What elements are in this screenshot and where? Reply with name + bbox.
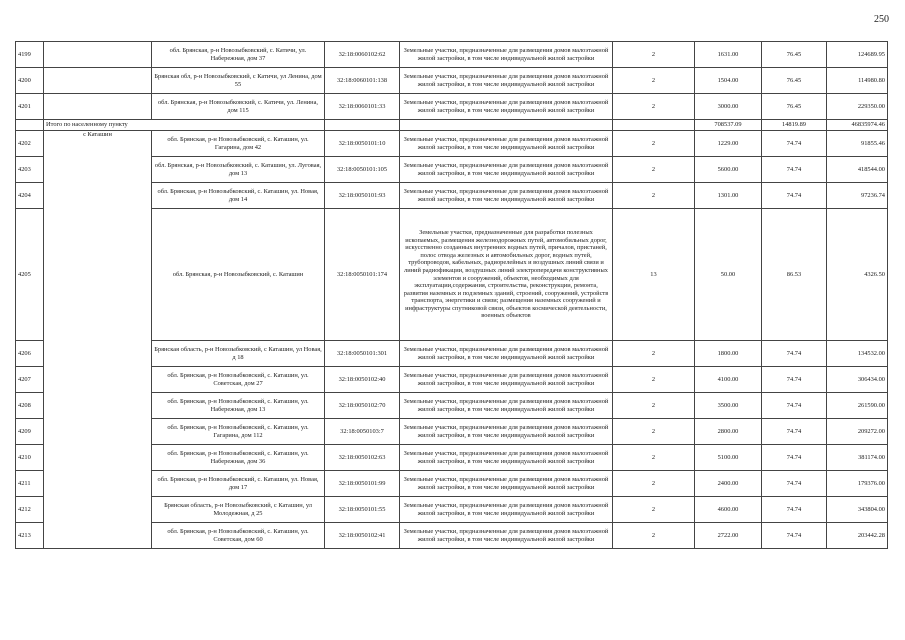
rate-cell: 74.74 bbox=[762, 367, 827, 393]
area-cell: 5600.00 bbox=[695, 157, 762, 183]
value-cell: 91855.46 bbox=[827, 131, 888, 157]
value-cell: 179376.00 bbox=[827, 471, 888, 497]
land-category-cell: Земельные участки, предназначенные для размещения домов малоэтажной жилой застройки, в том числе индивидуальной жилой застройки bbox=[400, 68, 613, 94]
land-category-cell: Земельные участки, предназначенные для размещения домов малоэтажной жилой застройки, в том числе индивидуальной жилой застройки bbox=[400, 497, 613, 523]
table-row bbox=[16, 94, 888, 120]
group-cell: 2 bbox=[613, 445, 695, 471]
address-cell: обл. Брянская, р-н Новозыбковский, с. Катичи, ул. Ленина, дом 115 bbox=[152, 94, 325, 120]
row-number: 4201 bbox=[16, 94, 44, 120]
rate-cell: 76.45 bbox=[762, 42, 827, 68]
group-cell: 2 bbox=[613, 94, 695, 120]
cadastral-number-cell: 32:18:0050101:99 bbox=[325, 471, 400, 497]
rate-cell: 76.45 bbox=[762, 68, 827, 94]
cadastral-number-cell: 32:18:0050103:7 bbox=[325, 419, 400, 445]
rate-cell: 74.74 bbox=[762, 183, 827, 209]
area-cell: 1301.00 bbox=[695, 183, 762, 209]
cadastral-number-cell: 32:18:0050101:93 bbox=[325, 183, 400, 209]
row-number: 4204 bbox=[16, 183, 44, 209]
address-cell: Брянская область, р-н Новозыбковский, с Каташин, ул Новая, д 18 bbox=[152, 341, 325, 367]
value-cell: 261590.00 bbox=[827, 393, 888, 419]
locality-cell bbox=[44, 42, 152, 68]
value-cell: 209272.00 bbox=[827, 419, 888, 445]
row-number: 4203 bbox=[16, 157, 44, 183]
value-cell: 114980.80 bbox=[827, 68, 888, 94]
group-cell: 2 bbox=[613, 523, 695, 549]
area-cell: 4100.00 bbox=[695, 367, 762, 393]
total-rate: 14819.89 bbox=[762, 120, 827, 131]
row-number: 4212 bbox=[16, 497, 44, 523]
value-cell: 306434.00 bbox=[827, 367, 888, 393]
land-category-cell: Земельные участки, предназначенные для размещения домов малоэтажной жилой застройки, в том числе индивидуальной жилой застройки bbox=[400, 523, 613, 549]
rate-cell: 74.74 bbox=[762, 393, 827, 419]
cadastral-number-cell: 32:18:0050101:10 bbox=[325, 131, 400, 157]
address-cell: обл. Брянская, р-н Новозыбковский, с. Каташин, ул. Луговая, дом 13 bbox=[152, 157, 325, 183]
land-category-cell: Земельные участки, предназначенные для размещения домов малоэтажной жилой застройки, в том числе индивидуальной жилой застройки bbox=[400, 471, 613, 497]
total-value: 46835974.46 bbox=[827, 120, 888, 131]
group-cell: 13 bbox=[613, 209, 695, 341]
rate-cell: 74.74 bbox=[762, 419, 827, 445]
row-number: 4209 bbox=[16, 419, 44, 445]
cadastral-number-cell: 32:18:0060102:62 bbox=[325, 42, 400, 68]
group-cell: 2 bbox=[613, 471, 695, 497]
area-cell: 5100.00 bbox=[695, 445, 762, 471]
group-cell: 2 bbox=[613, 131, 695, 157]
row-number: 4207 bbox=[16, 367, 44, 393]
address-cell: обл. Брянская, р-н Новозыбковский, с. Катичи, ул. Набережная, дом 37 bbox=[152, 42, 325, 68]
land-category-cell: Земельные участки, предназначенные для размещения домов малоэтажной жилой застройки, в том числе индивидуальной жилой застройки bbox=[400, 393, 613, 419]
row-number: 4211 bbox=[16, 471, 44, 497]
area-cell: 1631.00 bbox=[695, 42, 762, 68]
area-cell: 4600.00 bbox=[695, 497, 762, 523]
page-number: 250 bbox=[874, 14, 889, 25]
rate-cell: 74.74 bbox=[762, 497, 827, 523]
value-cell: 229350.00 bbox=[827, 94, 888, 120]
rate-cell: 74.74 bbox=[762, 131, 827, 157]
land-category-cell: Земельные участки, предназначенные для размещения домов малоэтажной жилой застройки, в том числе индивидуальной жилой застройки bbox=[400, 367, 613, 393]
row-number: 4206 bbox=[16, 341, 44, 367]
rate-cell: 74.74 bbox=[762, 445, 827, 471]
value-cell: 381174.00 bbox=[827, 445, 888, 471]
cadastral-number-cell: 32:18:0060101:33 bbox=[325, 94, 400, 120]
area-cell: 1229.00 bbox=[695, 131, 762, 157]
value-cell: 124689.95 bbox=[827, 42, 888, 68]
value-cell: 134532.00 bbox=[827, 341, 888, 367]
rate-cell: 74.74 bbox=[762, 341, 827, 367]
rate-cell: 76.45 bbox=[762, 94, 827, 120]
area-cell: 1504.00 bbox=[695, 68, 762, 94]
group-cell: 2 bbox=[613, 341, 695, 367]
address-cell: обл. Брянская, р-н Новозыбковский, с. Каташин, ул. Гагарина, дом 112 bbox=[152, 419, 325, 445]
group-cell: 2 bbox=[613, 367, 695, 393]
row-number: 4202 bbox=[16, 131, 44, 157]
locality-cell bbox=[44, 94, 152, 120]
area-cell: 2722.00 bbox=[695, 523, 762, 549]
cadastral-number-cell: 32:18:0050101:105 bbox=[325, 157, 400, 183]
address-cell: Брянская обл, р-н Новозыбковский, с Катичи, ул Ленина, дом 55 bbox=[152, 68, 325, 94]
value-cell: 97236.74 bbox=[827, 183, 888, 209]
table-row bbox=[16, 131, 888, 157]
value-cell: 418544.00 bbox=[827, 157, 888, 183]
cadastral-number-cell: 32:18:0050101:301 bbox=[325, 341, 400, 367]
group-cell: 2 bbox=[613, 157, 695, 183]
group-cell: 2 bbox=[613, 393, 695, 419]
row-number: 4213 bbox=[16, 523, 44, 549]
cadastral-number-cell: 32:18:0050101:55 bbox=[325, 497, 400, 523]
value-cell: 343804.00 bbox=[827, 497, 888, 523]
row-number: 4208 bbox=[16, 393, 44, 419]
row-number: 4199 bbox=[16, 42, 44, 68]
value-cell: 4326.50 bbox=[827, 209, 888, 341]
land-category-cell: Земельные участки, предназначенные для размещения домов малоэтажной жилой застройки, в том числе индивидуальной жилой застройки bbox=[400, 183, 613, 209]
cadastral-number-cell: 32:18:0060101:138 bbox=[325, 68, 400, 94]
locality-name: с Каташин bbox=[44, 131, 152, 549]
address-cell: обл. Брянская, р-н Новозыбковский, с. Каташин, ул. Новая, дом 14 bbox=[152, 183, 325, 209]
address-cell: обл. Брянская, р-н Новозыбковский, с. Каташин, ул. Новая, дом 17 bbox=[152, 471, 325, 497]
group-cell: 2 bbox=[613, 68, 695, 94]
locality-cell bbox=[44, 68, 152, 94]
land-category-cell: Земельные участки, предназначенные для размещения домов малоэтажной жилой застройки, в том числе индивидуальной жилой застройки bbox=[400, 419, 613, 445]
address-cell: Брянская область, р-н Новозыбковский, с Каташин, ул Молодежная, д 25 bbox=[152, 497, 325, 523]
area-cell: 1800.00 bbox=[695, 341, 762, 367]
address-cell: обл. Брянская, р-н Новозыбковский, с. Каташин, ул. Советская, дом 60 bbox=[152, 523, 325, 549]
rate-cell: 74.74 bbox=[762, 157, 827, 183]
rate-cell: 74.74 bbox=[762, 523, 827, 549]
rate-cell: 74.74 bbox=[762, 471, 827, 497]
land-registry-table bbox=[15, 41, 888, 549]
locality-total-row bbox=[16, 120, 888, 131]
cadastral-number-cell: 32:18:0050101:174 bbox=[325, 209, 400, 341]
area-cell: 2400.00 bbox=[695, 471, 762, 497]
address-cell: обл. Брянская, р-н Новозыбковский, с. Каташин bbox=[152, 209, 325, 341]
address-cell: обл. Брянская, р-н Новозыбковский, с. Каташин, ул. Советская, дом 27 bbox=[152, 367, 325, 393]
cadastral-number-cell: 32:18:0050102:41 bbox=[325, 523, 400, 549]
land-category-cell: Земельные участки, предназначенные для размещения домов малоэтажной жилой застройки, в том числе индивидуальной жилой застройки bbox=[400, 131, 613, 157]
land-category-cell: Земельные участки, предназначенные для размещения домов малоэтажной жилой застройки, в том числе индивидуальной жилой застройки bbox=[400, 42, 613, 68]
area-cell: 2800.00 bbox=[695, 419, 762, 445]
row-number: 4200 bbox=[16, 68, 44, 94]
address-cell: обл. Брянская, р-н Новозыбковский, с. Каташин, ул. Гагарина, дом 42 bbox=[152, 131, 325, 157]
group-cell: 2 bbox=[613, 419, 695, 445]
land-category-cell: Земельные участки, предназначенные для размещения домов малоэтажной жилой застройки, в том числе индивидуальной жилой застройки bbox=[400, 445, 613, 471]
address-cell: обл. Брянская, р-н Новозыбковский, с. Каташин, ул. Набережная, дом 36 bbox=[152, 445, 325, 471]
cadastral-number-cell: 32:18:0050102:40 bbox=[325, 367, 400, 393]
group-cell: 2 bbox=[613, 497, 695, 523]
table-row bbox=[16, 42, 888, 68]
total-label: Итого по населенному пункту bbox=[44, 120, 325, 131]
land-category-cell: Земельные участки, предназначенные для разработки полезных ископаемых, размещения железнодорожных путей, автомобильных дорог, искусственно созданных внутренних водных путей, причалов, пристаней, полос отвода железных и автомобильных дорог, водных путей, трубопроводов, кабельных, радиорелейных и воздушных линий связи и линий радиофикации, воздушных линий электропередачи конструктивных элементов и сооружений, объектов, необходимых для эксплуатации,содержания, строительства, реконструкции, ремонта, развития наземных и подземных зданий, строений, сооружений, устройств транспорта, энергетики и связи; размещения наземных сооружений и инфраструктуры спутниковой связи, объектов космической деятельности, военных объектов bbox=[400, 209, 613, 341]
cadastral-number-cell: 32:18:0050102:63 bbox=[325, 445, 400, 471]
table-row bbox=[16, 68, 888, 94]
row-number: 4205 bbox=[16, 209, 44, 341]
group-cell: 2 bbox=[613, 42, 695, 68]
group-cell: 2 bbox=[613, 183, 695, 209]
total-area: 708537.09 bbox=[695, 120, 762, 131]
cadastral-number-cell: 32:18:0050102:70 bbox=[325, 393, 400, 419]
land-category-cell: Земельные участки, предназначенные для размещения домов малоэтажной жилой застройки, в том числе индивидуальной жилой застройки bbox=[400, 157, 613, 183]
land-category-cell: Земельные участки, предназначенные для размещения домов малоэтажной жилой застройки, в том числе индивидуальной жилой застройки bbox=[400, 94, 613, 120]
land-category-cell: Земельные участки, предназначенные для размещения домов малоэтажной жилой застройки, в том числе индивидуальной жилой застройки bbox=[400, 341, 613, 367]
address-cell: обл. Брянская, р-н Новозыбковский, с. Каташин, ул. Набережная, дом 13 bbox=[152, 393, 325, 419]
area-cell: 3500.00 bbox=[695, 393, 762, 419]
value-cell: 203442.28 bbox=[827, 523, 888, 549]
row-number: 4210 bbox=[16, 445, 44, 471]
area-cell: 3000.00 bbox=[695, 94, 762, 120]
rate-cell: 86.53 bbox=[762, 209, 827, 341]
area-cell: 50.00 bbox=[695, 209, 762, 341]
